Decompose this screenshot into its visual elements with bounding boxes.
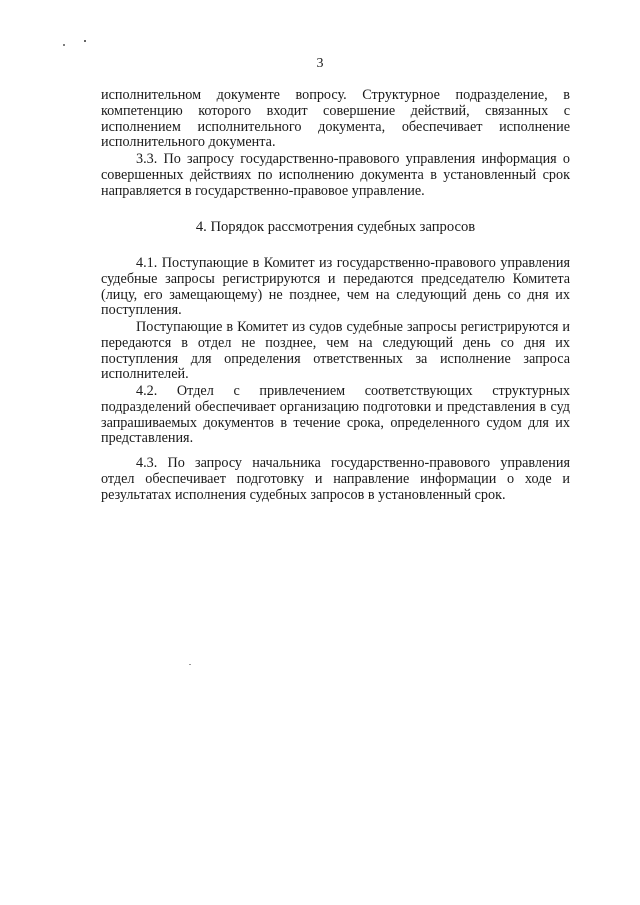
scan-speck (63, 44, 65, 46)
paragraph-4-2: 4.2. Отдел с привлечением соответствующих структурных подразделений обеспечивает организацию подготовки и представления в суд запрашиваемых документов в течение срока, определенного судом для их представления. (101, 383, 570, 447)
paragraph-4-1: 4.1. Поступающие в Комитет из государственно-правового управления судебные запросы регистрируются и передаются председателю Комитета (лицу, его замещающему) не позднее, чем на следующий день со дня их поступления. (101, 255, 570, 319)
paragraph-4-3: 4.3. По запросу начальника государственно-правового управления отдел обеспечивает подготовку и направление информации о ходе и результатах исполнения судебных запросов в установленный срок. (101, 455, 570, 503)
paragraph-4-1-court-requests: Поступающие в Комитет из судов судебные запросы регистрируются и передаются в отдел не позднее, чем на следующий день со дня их поступления для определения ответственных за исполнение запроса исполнителей. (101, 319, 570, 383)
page-number: 3 (316, 56, 324, 71)
paragraph-3-3: 3.3. По запросу государственно-правового управления информация о совершенных действиях по исполнению документа в установленный срок направляется в государственно-правовое управление. (101, 151, 570, 199)
scan-speck (84, 40, 86, 42)
scan-speck (189, 664, 191, 665)
section-heading: 4. Порядок рассмотрения судебных запросов (195, 219, 476, 235)
paragraph-continuation: исполнительном документе вопросу. Структурное подразделение, в компетенцию которого входит совершение действий, связанных с исполнением исполнительного документа, обеспечивает исполнение исполнительного документа. (101, 87, 570, 151)
